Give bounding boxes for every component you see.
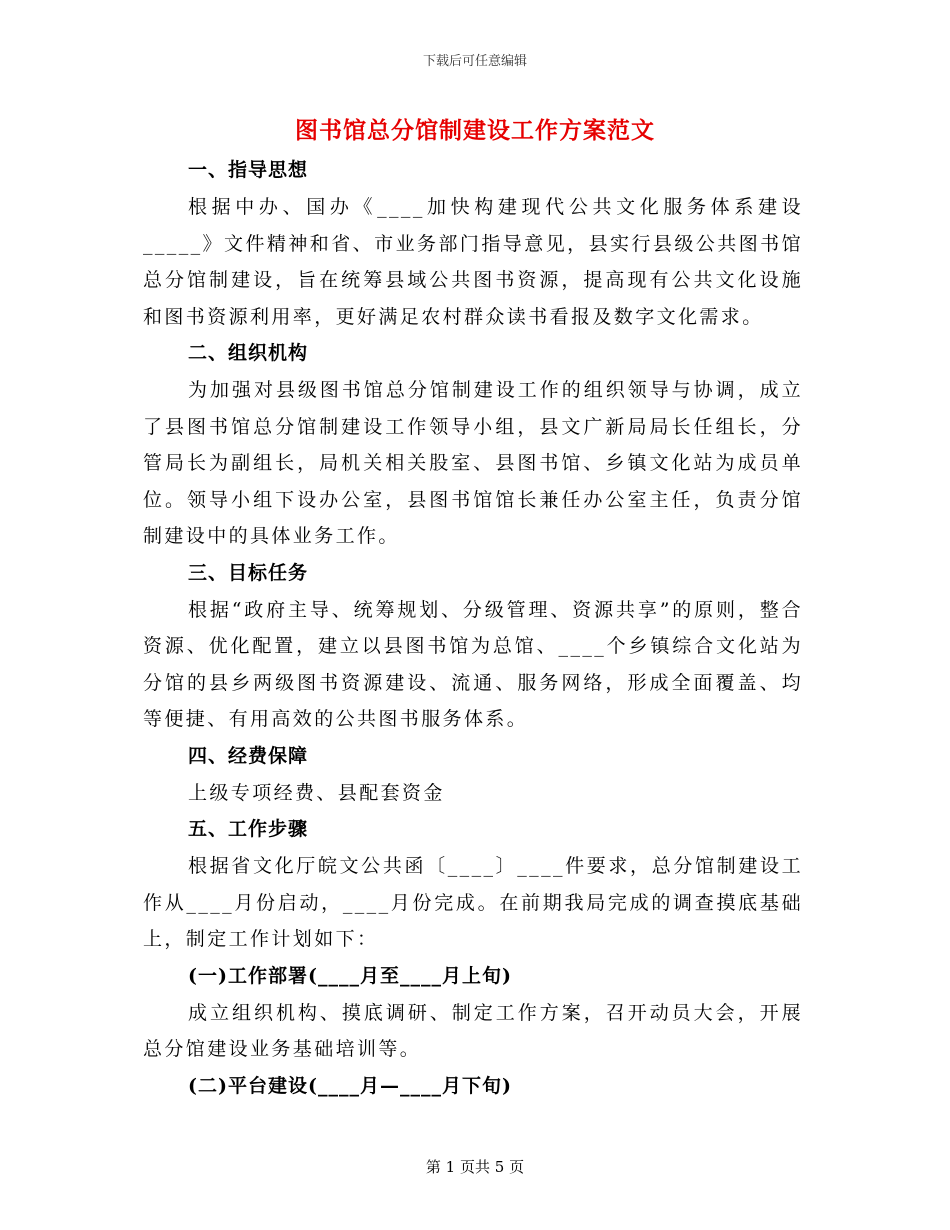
section-heading-goals: 三、目标任务 xyxy=(188,561,309,584)
section-heading-work-steps: 五、工作步骤 xyxy=(188,818,309,840)
header-note: 下载后可任意编辑 xyxy=(422,54,527,69)
section-paragraph-organization: 为加强对县级图书馆总分馆制建设工作的组织领导与协调，成立了县图书馆总分馆制建设工作领导小组，县文广新局局长任组长，分管局长为副组长，局机关相关股室、县图书馆、乡镇文化站为成员单位。领导小组下设办公室，县图书馆馆长兼任办公室主任，负责分馆制建设中的具体业务工作。 xyxy=(143,379,803,547)
page-footer: 第 1 页共 5 页 xyxy=(425,1158,525,1176)
step-heading-platform: (二)平台建设(____月—____月下旬) xyxy=(188,1074,512,1097)
section-paragraph-work-steps: 根据省文化厅皖文公共函〔____〕____件要求，总分馆制建设工作从____月份启动，____月份完成。在前期我局完成的调查摸底基础上，制定工作计划如下： xyxy=(143,855,803,950)
document-body xyxy=(143,152,803,1105)
section-heading-funding: 四、经费保障 xyxy=(188,744,309,767)
section-paragraph-guiding-ideology: 根据中办、国办《____加快构建现代公共文化服务体系建设_____》文件精神和省、市业务部门指导意见，县实行县级公共图书馆总分馆制建设，旨在统筹县域公共图书资源，提高现有公共文化设施和图书资源利用率，更好满足农村群众读书看报及数字文化需求。 xyxy=(143,196,803,328)
step-heading-deployment: (一)工作部署(____月至____月上旬) xyxy=(188,964,512,987)
section-paragraph-funding: 上级专项经费、县配套资金 xyxy=(188,781,445,804)
step-paragraph-deployment: 成立组织机构、摸底调研、制定工作方案，召开动员大会，开展总分馆建设业务基础培训等。 xyxy=(143,1001,803,1060)
section-heading-organization: 二、组织机构 xyxy=(188,342,309,364)
section-paragraph-goals: 根据“政府主导、统筹规划、分级管理、资源共享”的原则，整合资源、优化配置，建立以县图书馆为总馆、____个乡镇综合文化站为分馆的县乡两级图书资源建设、流通、服务网络，形成全面覆盖、均等便捷、有用高效的公共图书服务体系。 xyxy=(143,598,803,730)
document-title: 图书馆总分馆制建设工作方案范文 xyxy=(295,117,655,144)
section-heading-guiding-ideology: 一、指导思想 xyxy=(188,159,309,181)
